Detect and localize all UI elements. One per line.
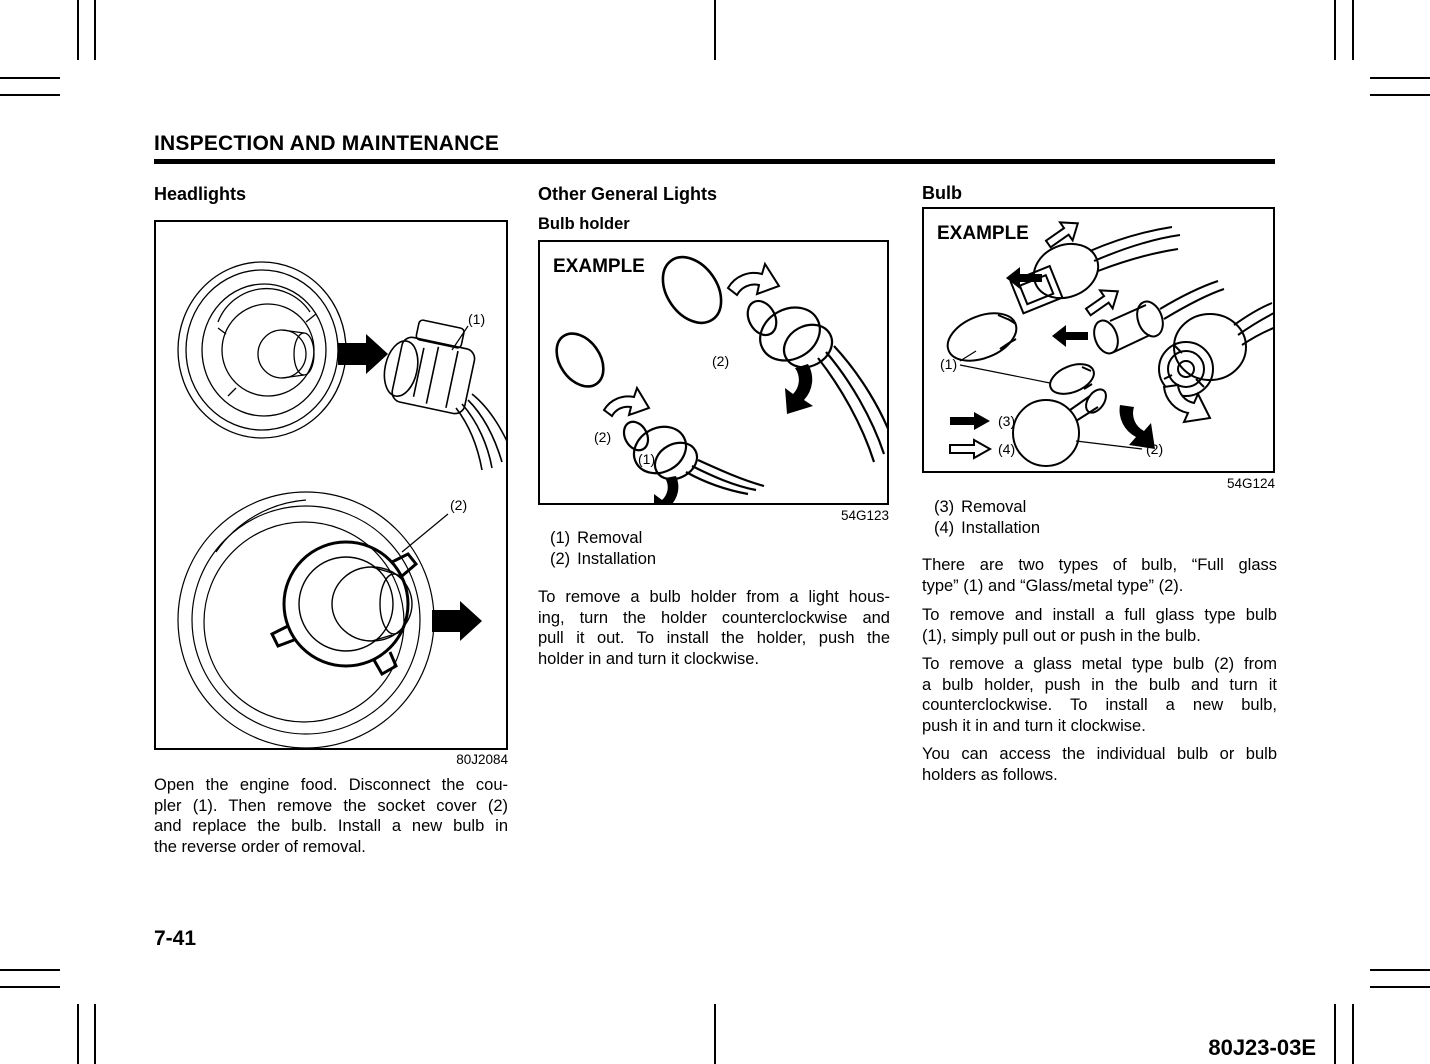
crop-mark-top-left-h2 (0, 94, 60, 96)
figure-label-removal: (3) (998, 413, 1016, 429)
paragraph-line: pler (1). Then remove the socket cover (2) (154, 796, 508, 815)
figure-caption-54G123: 54G123 (840, 508, 889, 523)
figure-label-install-lower: (2) (594, 429, 612, 445)
crop-mark-top-right-h2 (1370, 94, 1430, 96)
example-label: EXAMPLE (937, 223, 1029, 244)
figure-label-removal-upper: (1) (788, 393, 806, 409)
paragraph-line: counterclockwise. To install a new bulb, (922, 696, 1277, 714)
bulb-paragraph-1 (922, 555, 1277, 596)
housing-rear-drawing (178, 492, 434, 748)
gasket-ring-lower (547, 325, 613, 395)
crop-mark-top-center (714, 0, 716, 60)
open-arrow-icon (1042, 214, 1084, 253)
legend-number: (3) (934, 498, 955, 516)
crop-mark-bottom-left-v1 (77, 1004, 79, 1064)
top-socket-drawing (1011, 227, 1180, 313)
open-curved-arrow-icon (728, 264, 779, 295)
gasket-ring-upper (651, 246, 733, 334)
paragraph-line: Open the engine food. Disconnect the cou- (154, 776, 508, 794)
paragraph-line: (1), simply pull out or push in the bulb. (922, 626, 1201, 645)
paragraph-line: a bulb holder, push in the bulb and turn it (922, 675, 1277, 694)
legend-item (922, 518, 1275, 539)
figure-label-glass-metal: (2) (1146, 441, 1164, 457)
paragraph-line: holders as follows. (922, 765, 1058, 784)
leader-line (960, 365, 1050, 383)
figure-bulb-holder (538, 240, 889, 505)
section-heading-other-general-lights: Other General Lights (538, 184, 718, 204)
bulb-legend (922, 497, 1275, 538)
bulb-holder-upper (712, 264, 887, 462)
socket-cover-drawing (272, 542, 416, 674)
crop-mark-bottom-left-h1 (0, 969, 60, 971)
figure-label-installation: (4) (998, 441, 1016, 457)
crop-mark-bottom-left-h2 (0, 986, 60, 988)
example-label: EXAMPLE (553, 256, 645, 277)
legend-text: Installation (961, 518, 1041, 537)
paragraph-line: push it in and turn it clockwise. (922, 716, 1146, 735)
legend-item (538, 528, 889, 549)
legend-item (538, 549, 889, 570)
leader-line-2 (402, 514, 448, 552)
crop-mark-bottom-right-v1 (1334, 1004, 1336, 1064)
socket-cover-inner (299, 557, 412, 651)
crop-mark-bottom-left-v2 (94, 1004, 96, 1064)
crop-mark-top-right-v1 (1334, 0, 1336, 60)
bulb-paragraph-4 (922, 744, 1277, 785)
crop-mark-top-right-v2 (1352, 0, 1354, 60)
bulb-paragraph-2 (922, 605, 1277, 646)
section-heading-bulb: Bulb (922, 183, 962, 203)
crop-mark-top-left-h1 (0, 77, 60, 79)
legend-number: (4) (934, 518, 955, 537)
paragraph-line: To remove a bulb holder from a light hous- (538, 588, 890, 606)
figure-label-removal-lower: (1) (638, 451, 656, 467)
paragraph-line: pull it out. To install the holder, push the (538, 629, 890, 647)
filled-arrow-icon (950, 412, 990, 430)
legend-text: Removal (961, 498, 1027, 516)
paragraph-line: the reverse order of removal. (154, 837, 366, 856)
black-arrow-right-icon (432, 601, 482, 641)
paragraph-line: To remove and install a full glass type bulb (922, 606, 1277, 624)
headlights-paragraph (154, 775, 508, 857)
crop-mark-bottom-right-v2 (1352, 1004, 1354, 1064)
crop-mark-top-right-h1 (1370, 77, 1430, 79)
legend-number: (2) (550, 549, 571, 568)
figure-label-coupler: (1) (468, 311, 486, 327)
legend-text: Installation (577, 549, 657, 568)
legend-number: (1) (550, 529, 571, 547)
filled-arrow-icon (1052, 325, 1088, 347)
bulb-holder-illustration (540, 242, 887, 503)
paragraph-line: You can access the individual bulb or bulb (922, 745, 1277, 763)
legend-text: Removal (577, 529, 643, 547)
paragraph-line: and replace the bulb. Install a new bulb in (154, 817, 508, 835)
figure-label-install-upper: (2) (712, 353, 730, 369)
coupler-drawing (379, 314, 506, 470)
bulb-illustration (924, 209, 1273, 471)
section-heading-headlights: Headlights (154, 184, 247, 204)
figure-caption-54G124: 54G124 (1226, 476, 1275, 491)
bulb-paragraph-3 (922, 654, 1277, 736)
paragraph-line: type” (1) and “Glass/metal type” (2). (922, 576, 1184, 595)
figure-caption-80J2084: 80J2084 (456, 752, 508, 767)
glass-metal-bulb-drawing (1013, 386, 1110, 466)
right-holder-drawing (1159, 303, 1273, 396)
figure-label-socket-cover: (2) (450, 497, 468, 513)
crop-mark-bottom-right-h1 (1370, 969, 1430, 971)
figure-label-full-glass: (1) (940, 356, 958, 372)
paragraph-line: There are two types of bulb, “Full glass (922, 556, 1277, 574)
paragraph-line: ing, turn the holder counterclockwise and (538, 608, 890, 627)
open-curved-arrow-icon (604, 388, 649, 416)
legend-item (922, 497, 1275, 518)
filled-curved-arrow-icon (654, 476, 678, 503)
bulb-holder-paragraph (538, 587, 890, 669)
figure-headlights (154, 220, 508, 750)
crop-mark-top-left-v2 (94, 0, 96, 60)
crop-mark-top-left-v1 (77, 0, 79, 60)
wedge-bulb-small (1046, 358, 1098, 399)
bulb-holder-legend (538, 528, 889, 569)
paragraph-line: holder in and turn it clockwise. (538, 649, 760, 668)
doc-code: 80J23-03E (1208, 1035, 1316, 1060)
leader-line (960, 351, 976, 361)
header-rule (154, 159, 1275, 164)
open-arrow-icon (950, 440, 990, 458)
crop-mark-bottom-right-h2 (1370, 986, 1430, 988)
paragraph-line: To remove a glass metal type bulb (2) from (922, 655, 1277, 673)
page-title: INSPECTION AND MAINTENANCE (154, 132, 500, 155)
headlight-housing-drawing (178, 262, 346, 438)
page-number: 7-41 (154, 927, 197, 950)
subheading-bulb-holder: Bulb holder (538, 215, 630, 233)
figure-bulb (922, 207, 1275, 473)
headlight-illustration (156, 222, 506, 748)
crop-mark-bottom-center (714, 1004, 716, 1064)
bulb-holder-lower (594, 388, 764, 503)
